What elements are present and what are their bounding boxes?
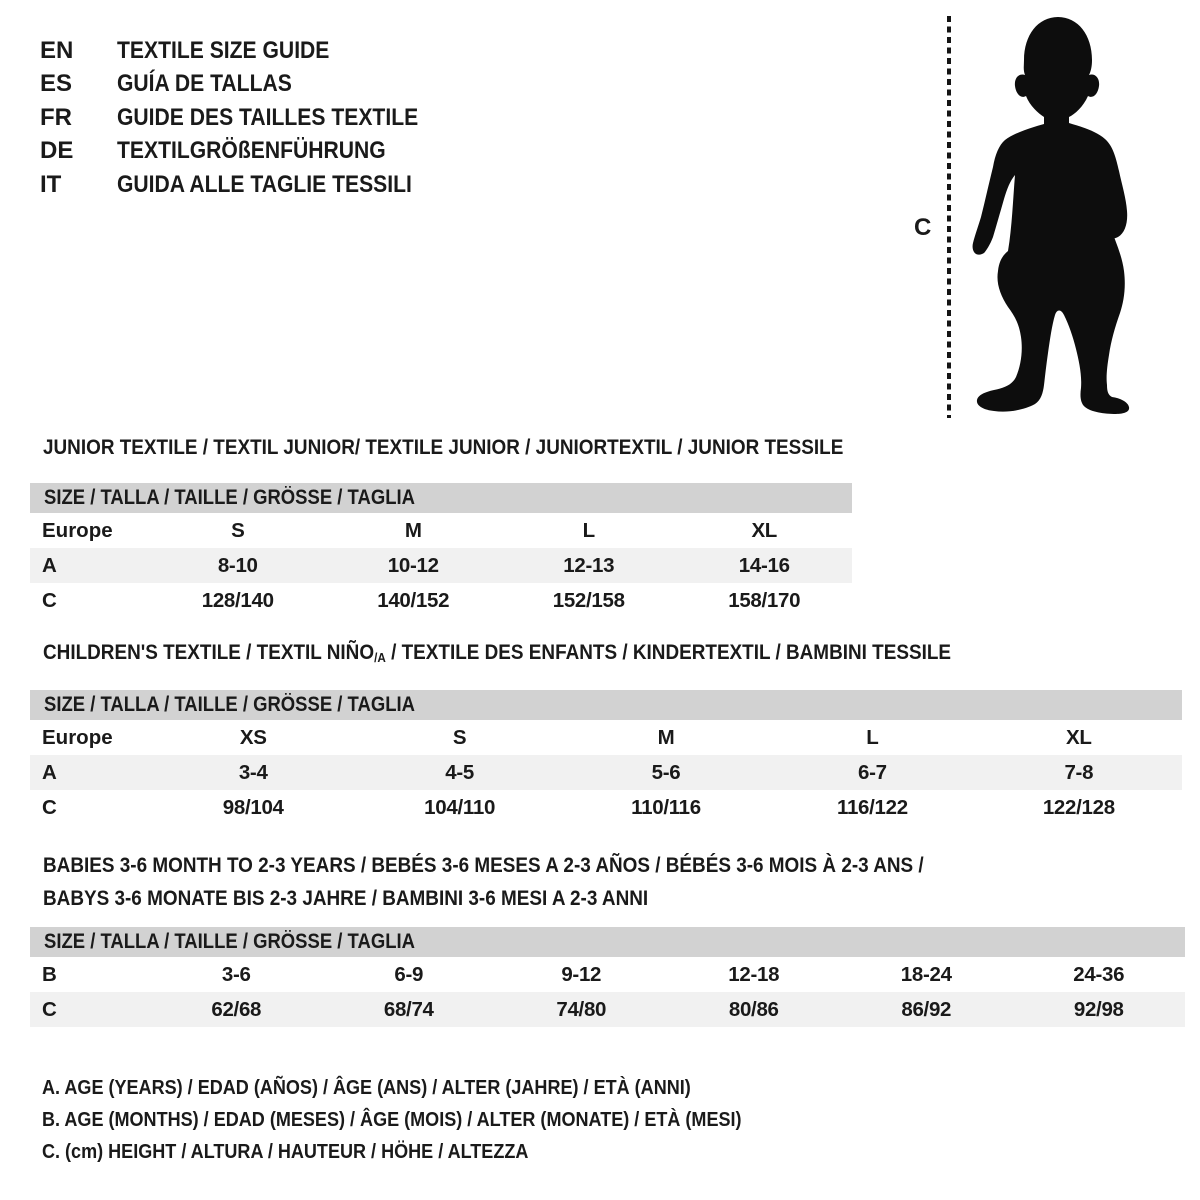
babies-title-line2: BABYS 3-6 MONATE BIS 2-3 JAHRE / BAMBINI 3-6 MESI A 2-3 ANNI [43,885,649,910]
babies-size-table [30,927,1185,1027]
language-row [40,101,459,135]
table-cell: 24-36 [1073,962,1125,986]
children-table-header [30,690,1182,720]
language-code: DE [40,137,74,165]
children-section-title [43,641,1075,666]
language-title: GUIDE DES TAILLES TEXTILE [117,103,419,131]
table-cell: 80/86 [728,997,779,1021]
table-cell: 8-10 [217,553,258,577]
children-title-sub: /A [374,650,386,666]
language-list [40,34,459,202]
table-row-cells [150,554,852,578]
table-row [30,513,852,548]
table-cell: S [452,725,467,749]
table-row-cells [150,998,1185,1022]
table-cell: 128/140 [201,588,274,612]
junior-section-title [43,436,953,459]
table-cell: XL [1066,725,1092,749]
babies-table-header [30,927,1185,957]
table-cell: 92/98 [1073,997,1124,1021]
table-cell: 62/68 [211,997,262,1021]
babies-table-rows [30,957,1185,1027]
table-cell: 104/110 [424,795,496,819]
language-title: TEXTILE SIZE GUIDE [117,36,330,64]
table-cell: 152/158 [552,588,625,612]
table-row-cells [150,519,852,543]
language-title: TEXTILGRÖßENFÜHRUNG [117,137,386,165]
table-row [30,790,1182,825]
table-cell: 116/122 [836,795,908,819]
language-row [40,68,459,102]
legend-line: B. AGE (MONTHS) / EDAD (MESES) / ÂGE (MOIS) / ALTER (MONATE) / ETÀ (MESI) [42,1108,742,1131]
table-cell: S [231,518,245,542]
baby-silhouette-icon [972,15,1136,417]
table-row [30,957,1185,992]
table-cell: 140/152 [377,588,450,612]
table-cell: XS [239,725,267,749]
children-table-rows [30,720,1182,825]
table-cell: 4-5 [445,760,474,784]
junior-table-rows [30,513,852,618]
table-row [30,548,852,583]
height-measure-label: C [914,214,932,241]
language-row [40,34,459,68]
language-code: EN [40,36,74,64]
junior-table-header-text: SIZE / TALLA / TAILLE / GRÖSSE / TAGLIA [44,486,415,509]
table-cell: 18-24 [900,962,952,986]
table-cell: XL [751,518,778,542]
table-row-cells [150,589,852,613]
table-cell: 68/74 [383,997,434,1021]
table-cell: 98/104 [222,795,284,819]
table-row-label: C [42,588,57,612]
junior-section-title-text: JUNIOR TEXTILE / TEXTIL JUNIOR/ TEXTILE JUNIOR / JUNIORTEXTIL / JUNIOR TESSILE [43,435,844,459]
table-cell: 6-9 [394,962,424,986]
junior-size-table [30,483,852,618]
children-title-pre: CHILDREN'S TEXTILE / TEXTIL NIÑO [43,640,375,664]
language-title: GUIDA ALLE TAGLIE TESSILI [117,170,412,198]
language-row [40,168,459,202]
table-cell: 12-13 [563,553,615,577]
babies-title-line2-wrap [43,882,1044,915]
table-cell: 12-18 [728,962,780,986]
children-table-header-text: SIZE / TALLA / TAILLE / GRÖSSE / TAGLIA [44,693,415,716]
language-code: FR [40,103,72,131]
measurement-legend [42,1072,837,1168]
babies-table-header-text: SIZE / TALLA / TAILLE / GRÖSSE / TAGLIA [44,930,415,953]
table-cell: 7-8 [1064,760,1094,784]
table-cell: 3-6 [221,962,251,986]
table-row [30,583,852,618]
table-row [30,992,1185,1027]
table-row-cells [150,796,1182,820]
children-section-title-text [43,641,951,666]
table-row-label: A [42,553,57,577]
junior-table-header [30,483,852,513]
table-row-label: Europe [42,518,113,542]
table-cell: 122/128 [1042,795,1115,819]
table-row-cells [150,963,1185,987]
table-cell: M [404,518,422,542]
language-title: GUÍA DE TALLAS [117,70,292,98]
children-title-post: / TEXTILE DES ENFANTS / KINDERTEXTIL / BAMBINI TESSILE [385,640,952,664]
language-row [40,135,459,169]
language-code: ES [40,70,73,98]
table-cell: 158/170 [728,588,801,612]
table-row-cells [150,726,1182,750]
table-cell: 14-16 [738,553,790,577]
table-cell: L [582,518,595,542]
table-cell: M [657,725,675,749]
table-row-label: Europe [42,725,113,749]
height-measure-dashed-line [947,16,951,418]
language-code: IT [40,170,62,198]
table-cell: 74/80 [556,997,607,1021]
babies-title-line1-wrap [43,849,1044,882]
legend-line: A. AGE (YEARS) / EDAD (AÑOS) / ÂGE (ANS) / ALTER (JAHRE) / ETÀ (ANNI) [42,1076,691,1099]
table-cell: 5-6 [651,760,681,784]
table-cell: L [866,725,879,749]
table-row-label: B [42,962,57,986]
babies-title-line1: BABIES 3-6 MONTH TO 2-3 YEARS / BEBÉS 3-6 MESES A 2-3 AÑOS / BÉBÉS 3-6 MOIS À 2-3 ANS / [43,853,924,877]
table-cell: 6-7 [858,760,887,784]
babies-section-title [43,849,1044,914]
table-row-label: A [42,760,57,784]
table-cell: 3-4 [238,760,268,784]
table-cell: 9-12 [561,962,602,986]
table-row-label: C [42,795,57,819]
table-row [30,755,1182,790]
table-cell: 86/92 [901,997,952,1021]
table-cell: 10-12 [387,553,439,577]
table-cell: 110/116 [631,795,701,819]
table-row-cells [150,761,1182,785]
table-row [30,720,1182,755]
table-row-label: C [42,997,57,1021]
children-size-table [30,690,1182,825]
legend-line: C. (cm) HEIGHT / ALTURA / HAUTEUR / HÖHE / ALTEZZA [42,1140,529,1163]
